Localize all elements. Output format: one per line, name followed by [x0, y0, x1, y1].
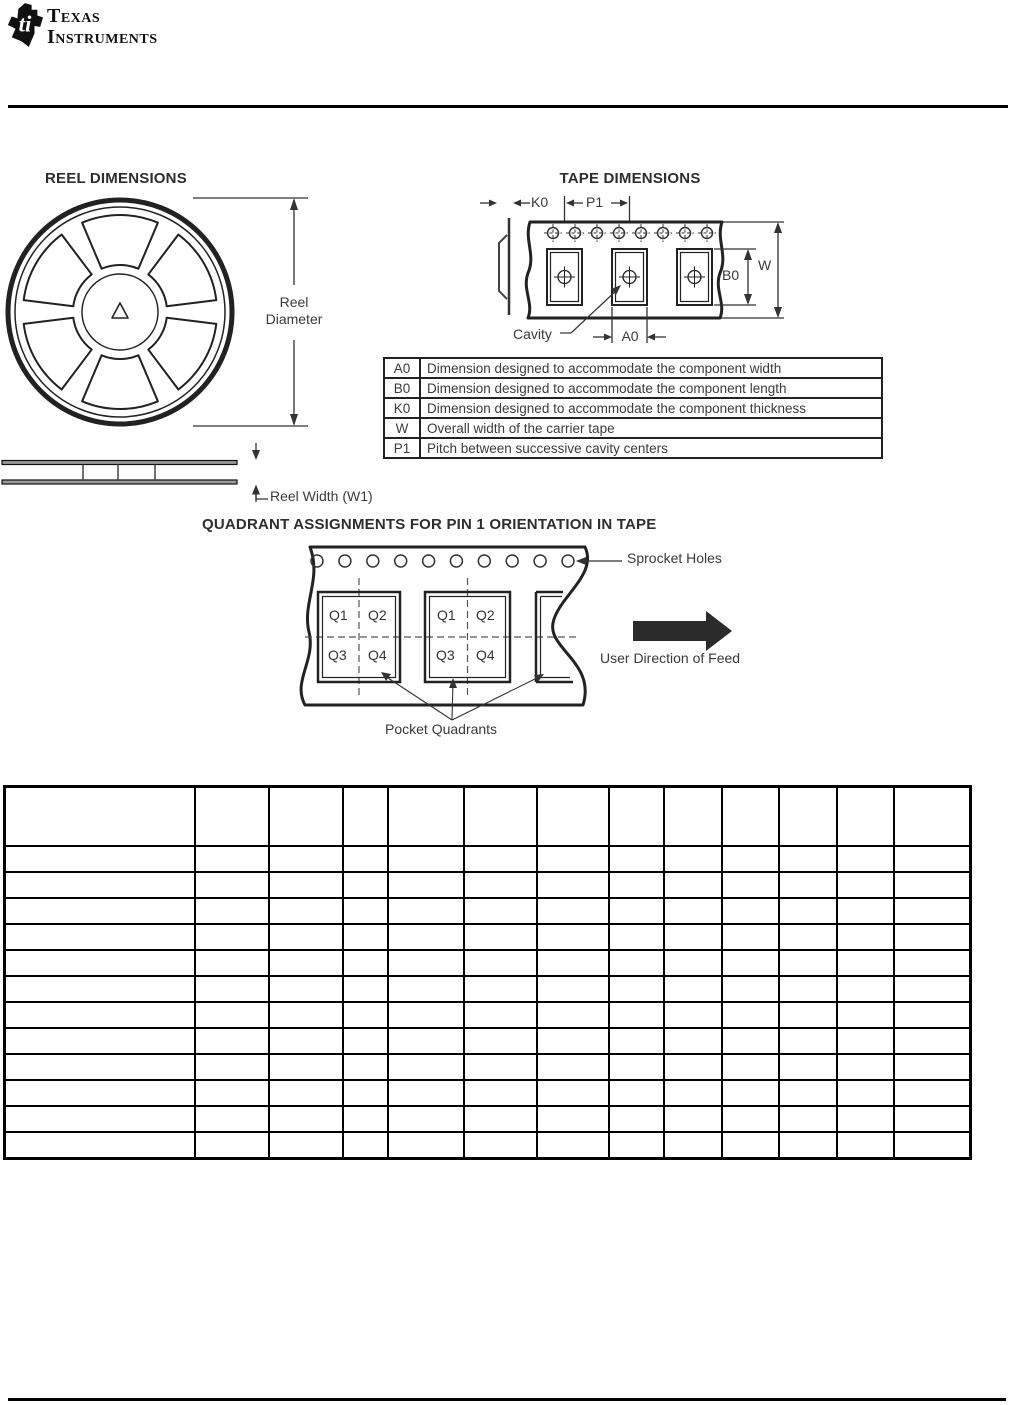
- table-row: [5, 976, 971, 1002]
- table-cell: [837, 1080, 894, 1106]
- table-cell: [894, 976, 971, 1002]
- table-cell: [343, 1106, 388, 1132]
- p1-label: P1: [586, 194, 604, 210]
- table-cell: [609, 872, 664, 898]
- table-cell: [269, 950, 343, 976]
- table-header-cell: [537, 787, 609, 847]
- table-header-cell: [837, 787, 894, 847]
- table-cell: [343, 950, 388, 976]
- table-cell: [195, 1080, 269, 1106]
- table-cell: [464, 1132, 537, 1159]
- table-cell: [388, 924, 464, 950]
- pocket2-q4-label: Q4: [476, 647, 495, 663]
- quadrant-title: QUADRANT ASSIGNMENTS FOR PIN 1 ORIENTATION IN TAPE: [202, 516, 657, 533]
- table-cell: [537, 1002, 609, 1028]
- table-row: [5, 1054, 971, 1080]
- table-cell: [269, 1028, 343, 1054]
- table-cell: [195, 1106, 269, 1132]
- table-header-cell: [894, 787, 971, 847]
- pocket2-q1-label: Q1: [437, 607, 456, 623]
- table-cell: [388, 950, 464, 976]
- pocket1-q4-label: Q4: [368, 647, 387, 663]
- svg-text:ti: ti: [18, 11, 32, 37]
- table-cell: [343, 1054, 388, 1080]
- reel-flange-bottom: [2, 480, 237, 484]
- table-cell: [5, 846, 195, 872]
- table-cell: [722, 846, 779, 872]
- table-row: [384, 378, 882, 398]
- b0-label: B0: [722, 267, 740, 283]
- table-cell: [5, 1028, 195, 1054]
- table-header-row: [5, 787, 971, 847]
- table-cell: [722, 1028, 779, 1054]
- table-cell: [837, 1106, 894, 1132]
- table-cell: [722, 1002, 779, 1028]
- table-cell: [195, 872, 269, 898]
- feed-direction-label: User Direction of Feed: [600, 650, 741, 666]
- table-cell: [195, 976, 269, 1002]
- brand-line1: Texas: [47, 5, 101, 27]
- tape-dimensions-title: TAPE DIMENSIONS: [559, 170, 701, 187]
- table-cell: [343, 1028, 388, 1054]
- table-cell: [537, 1106, 609, 1132]
- table-cell: [722, 976, 779, 1002]
- table-cell: [388, 898, 464, 924]
- table-cell: [464, 1002, 537, 1028]
- table-header-cell: [464, 787, 537, 847]
- table-cell: [343, 1080, 388, 1106]
- table-header-cell: [388, 787, 464, 847]
- table-cell: [388, 1106, 464, 1132]
- table-row: [5, 950, 971, 976]
- table-cell: [837, 1002, 894, 1028]
- table-cell: [537, 1132, 609, 1159]
- table-header-cell: [269, 787, 343, 847]
- table-cell: [837, 898, 894, 924]
- table-cell: [722, 924, 779, 950]
- table-cell: [664, 846, 722, 872]
- table-cell: [269, 924, 343, 950]
- pocket-quadrants-label: Pocket Quadrants: [385, 721, 498, 737]
- reel-hub: [82, 274, 158, 350]
- table-cell: [195, 846, 269, 872]
- table-cell: [609, 950, 664, 976]
- table-cell: [5, 976, 195, 1002]
- dim-description: Overall width of the carrier tape: [420, 418, 882, 438]
- table-cell: [779, 872, 837, 898]
- table-cell: [609, 976, 664, 1002]
- table-cell: [837, 872, 894, 898]
- table-cell: [537, 846, 609, 872]
- table-cell: [664, 924, 722, 950]
- table-cell: [343, 872, 388, 898]
- table-cell: [464, 976, 537, 1002]
- table-row: [5, 924, 971, 950]
- table-cell: [779, 1028, 837, 1054]
- dim-description: Pitch between successive cavity centers: [420, 438, 882, 458]
- table-cell: [894, 950, 971, 976]
- table-cell: [894, 872, 971, 898]
- table-cell: [464, 924, 537, 950]
- table-cell: [464, 1028, 537, 1054]
- table-cell: [269, 872, 343, 898]
- table-cell: [779, 1080, 837, 1106]
- table-header-cell: [195, 787, 269, 847]
- table-cell: [609, 1106, 664, 1132]
- packaging-table: [3, 785, 972, 1160]
- table-cell: [5, 872, 195, 898]
- table-cell: [269, 1080, 343, 1106]
- table-cell: [837, 976, 894, 1002]
- table-row: [5, 1106, 971, 1132]
- table-cell: [664, 1002, 722, 1028]
- table-cell: [779, 1002, 837, 1028]
- table-cell: [664, 1028, 722, 1054]
- reel-flange-top: [2, 461, 237, 465]
- table-cell: [343, 924, 388, 950]
- table-cell: [779, 1106, 837, 1132]
- pocket-profile: [499, 235, 507, 299]
- table-cell: [609, 898, 664, 924]
- table-cell: [722, 950, 779, 976]
- sprocket-holes-label: Sprocket Holes: [627, 550, 722, 566]
- table-cell: [537, 872, 609, 898]
- table-cell: [837, 1054, 894, 1080]
- table-cell: [343, 898, 388, 924]
- table-cell: [195, 898, 269, 924]
- table-cell: [779, 1132, 837, 1159]
- table-cell: [388, 846, 464, 872]
- table-row: [384, 418, 882, 438]
- dim-description: Dimension designed to accommodate the component thickness: [420, 398, 882, 418]
- table-cell: [269, 1106, 343, 1132]
- table-row: [384, 438, 882, 458]
- table-cell: [269, 1132, 343, 1159]
- a0-label: A0: [621, 328, 639, 344]
- table-cell: [388, 1080, 464, 1106]
- table-cell: [779, 950, 837, 976]
- table-cell: [779, 1054, 837, 1080]
- dim-symbol: P1: [384, 438, 420, 458]
- table-cell: [837, 924, 894, 950]
- table-row: [5, 1080, 971, 1106]
- table-cell: [894, 1028, 971, 1054]
- table-cell: [343, 846, 388, 872]
- table-cell: [609, 1054, 664, 1080]
- top-rule: [8, 105, 1008, 108]
- table-cell: [464, 898, 537, 924]
- table-cell: [537, 1054, 609, 1080]
- table-cell: [722, 1054, 779, 1080]
- table-cell: [5, 1080, 195, 1106]
- table-cell: [537, 950, 609, 976]
- table-cell: [5, 950, 195, 976]
- table-cell: [195, 924, 269, 950]
- cavity-label: Cavity: [513, 326, 552, 342]
- table-cell: [609, 1002, 664, 1028]
- table-cell: [464, 846, 537, 872]
- table-cell: [537, 1028, 609, 1054]
- pocket1-q1-label: Q1: [329, 607, 348, 623]
- table-cell: [537, 1080, 609, 1106]
- pocket2-q2-label: Q2: [476, 607, 495, 623]
- table-cell: [269, 846, 343, 872]
- table-cell: [837, 846, 894, 872]
- w-label: W: [758, 257, 772, 273]
- table-cell: [779, 976, 837, 1002]
- table-row: [384, 398, 882, 418]
- table-cell: [195, 1054, 269, 1080]
- dim-description: Dimension designed to accommodate the component length: [420, 378, 882, 398]
- dim-description: Dimension designed to accommodate the component width: [420, 358, 882, 378]
- table-cell: [388, 1132, 464, 1159]
- table-cell: [537, 898, 609, 924]
- table-row: [5, 872, 971, 898]
- ti-logo-icon: [6, 1, 44, 49]
- table-row: [5, 1002, 971, 1028]
- table-cell: [5, 1106, 195, 1132]
- table-cell: [722, 1106, 779, 1132]
- table-cell: [894, 898, 971, 924]
- table-cell: [5, 1054, 195, 1080]
- brand-wordmark: [47, 6, 158, 48]
- table-cell: [388, 1002, 464, 1028]
- reel-width-label: Reel Width (W1): [270, 488, 373, 504]
- table-cell: [195, 1002, 269, 1028]
- quadrant-drawing: [280, 535, 800, 750]
- table-cell: [388, 976, 464, 1002]
- dim-symbol: B0: [384, 378, 420, 398]
- table-row: [5, 1028, 971, 1054]
- table-cell: [779, 846, 837, 872]
- k0-label: K0: [531, 194, 549, 210]
- table-cell: [664, 976, 722, 1002]
- table-header-cell: [609, 787, 664, 847]
- table-row: [5, 898, 971, 924]
- table-cell: [464, 1080, 537, 1106]
- table-cell: [609, 1080, 664, 1106]
- pocket1-q3-label: Q3: [328, 647, 347, 663]
- table-cell: [722, 1080, 779, 1106]
- table-cell: [664, 1132, 722, 1159]
- table-cell: [269, 976, 343, 1002]
- table-cell: [388, 1028, 464, 1054]
- table-cell: [837, 950, 894, 976]
- table-cell: [269, 1002, 343, 1028]
- table-cell: [609, 1028, 664, 1054]
- table-cell: [195, 1028, 269, 1054]
- table-header-cell: [343, 787, 388, 847]
- table-cell: [664, 1054, 722, 1080]
- table-cell: [5, 1132, 195, 1159]
- dimension-definitions-table: [383, 357, 883, 459]
- reel-diameter-label: Reel Diameter: [265, 294, 323, 327]
- table-cell: [464, 1054, 537, 1080]
- table-cell: [779, 924, 837, 950]
- table-cell: [894, 1106, 971, 1132]
- bottom-rule: [8, 1398, 1006, 1401]
- table-cell: [664, 898, 722, 924]
- table-cell: [894, 1054, 971, 1080]
- table-cell: [609, 924, 664, 950]
- table-cell: [894, 846, 971, 872]
- table-cell: [722, 1132, 779, 1159]
- table-cell: [609, 1132, 664, 1159]
- table-cell: [664, 872, 722, 898]
- table-cell: [664, 1106, 722, 1132]
- table-header-cell: [722, 787, 779, 847]
- table-cell: [269, 898, 343, 924]
- table-cell: [537, 976, 609, 1002]
- table-cell: [894, 1002, 971, 1028]
- table-header-cell: [779, 787, 837, 847]
- table-cell: [837, 1028, 894, 1054]
- table-cell: [464, 872, 537, 898]
- dim-symbol: K0: [384, 398, 420, 418]
- pocket1-q2-label: Q2: [368, 607, 387, 623]
- table-cell: [5, 1002, 195, 1028]
- table-row: [5, 846, 971, 872]
- pocket2-q3-label: Q3: [436, 647, 455, 663]
- table-cell: [5, 924, 195, 950]
- dim-symbol: A0: [384, 358, 420, 378]
- table-header-cell: [664, 787, 722, 847]
- table-cell: [195, 950, 269, 976]
- table-header-cell: [5, 787, 195, 847]
- table-row: [384, 358, 882, 378]
- table-cell: [269, 1054, 343, 1080]
- table-cell: [195, 1132, 269, 1159]
- feed-arrow-icon: [633, 611, 732, 651]
- table-cell: [388, 872, 464, 898]
- reel-dimensions-title: REEL DIMENSIONS: [45, 170, 187, 187]
- table-cell: [779, 898, 837, 924]
- table-cell: [894, 1132, 971, 1159]
- table-cell: [609, 846, 664, 872]
- table-row: [5, 1132, 971, 1159]
- table-cell: [388, 1054, 464, 1080]
- table-cell: [894, 1080, 971, 1106]
- table-cell: [464, 1106, 537, 1132]
- table-cell: [722, 898, 779, 924]
- table-cell: [722, 872, 779, 898]
- table-cell: [537, 924, 609, 950]
- table-cell: [343, 1002, 388, 1028]
- table-cell: [894, 924, 971, 950]
- table-cell: [664, 1080, 722, 1106]
- table-cell: [343, 976, 388, 1002]
- table-cell: [343, 1132, 388, 1159]
- table-cell: [464, 950, 537, 976]
- dim-symbol: W: [384, 418, 420, 438]
- table-cell: [837, 1132, 894, 1159]
- brand-line2: Instruments: [47, 26, 158, 48]
- table-cell: [5, 898, 195, 924]
- table-cell: [664, 950, 722, 976]
